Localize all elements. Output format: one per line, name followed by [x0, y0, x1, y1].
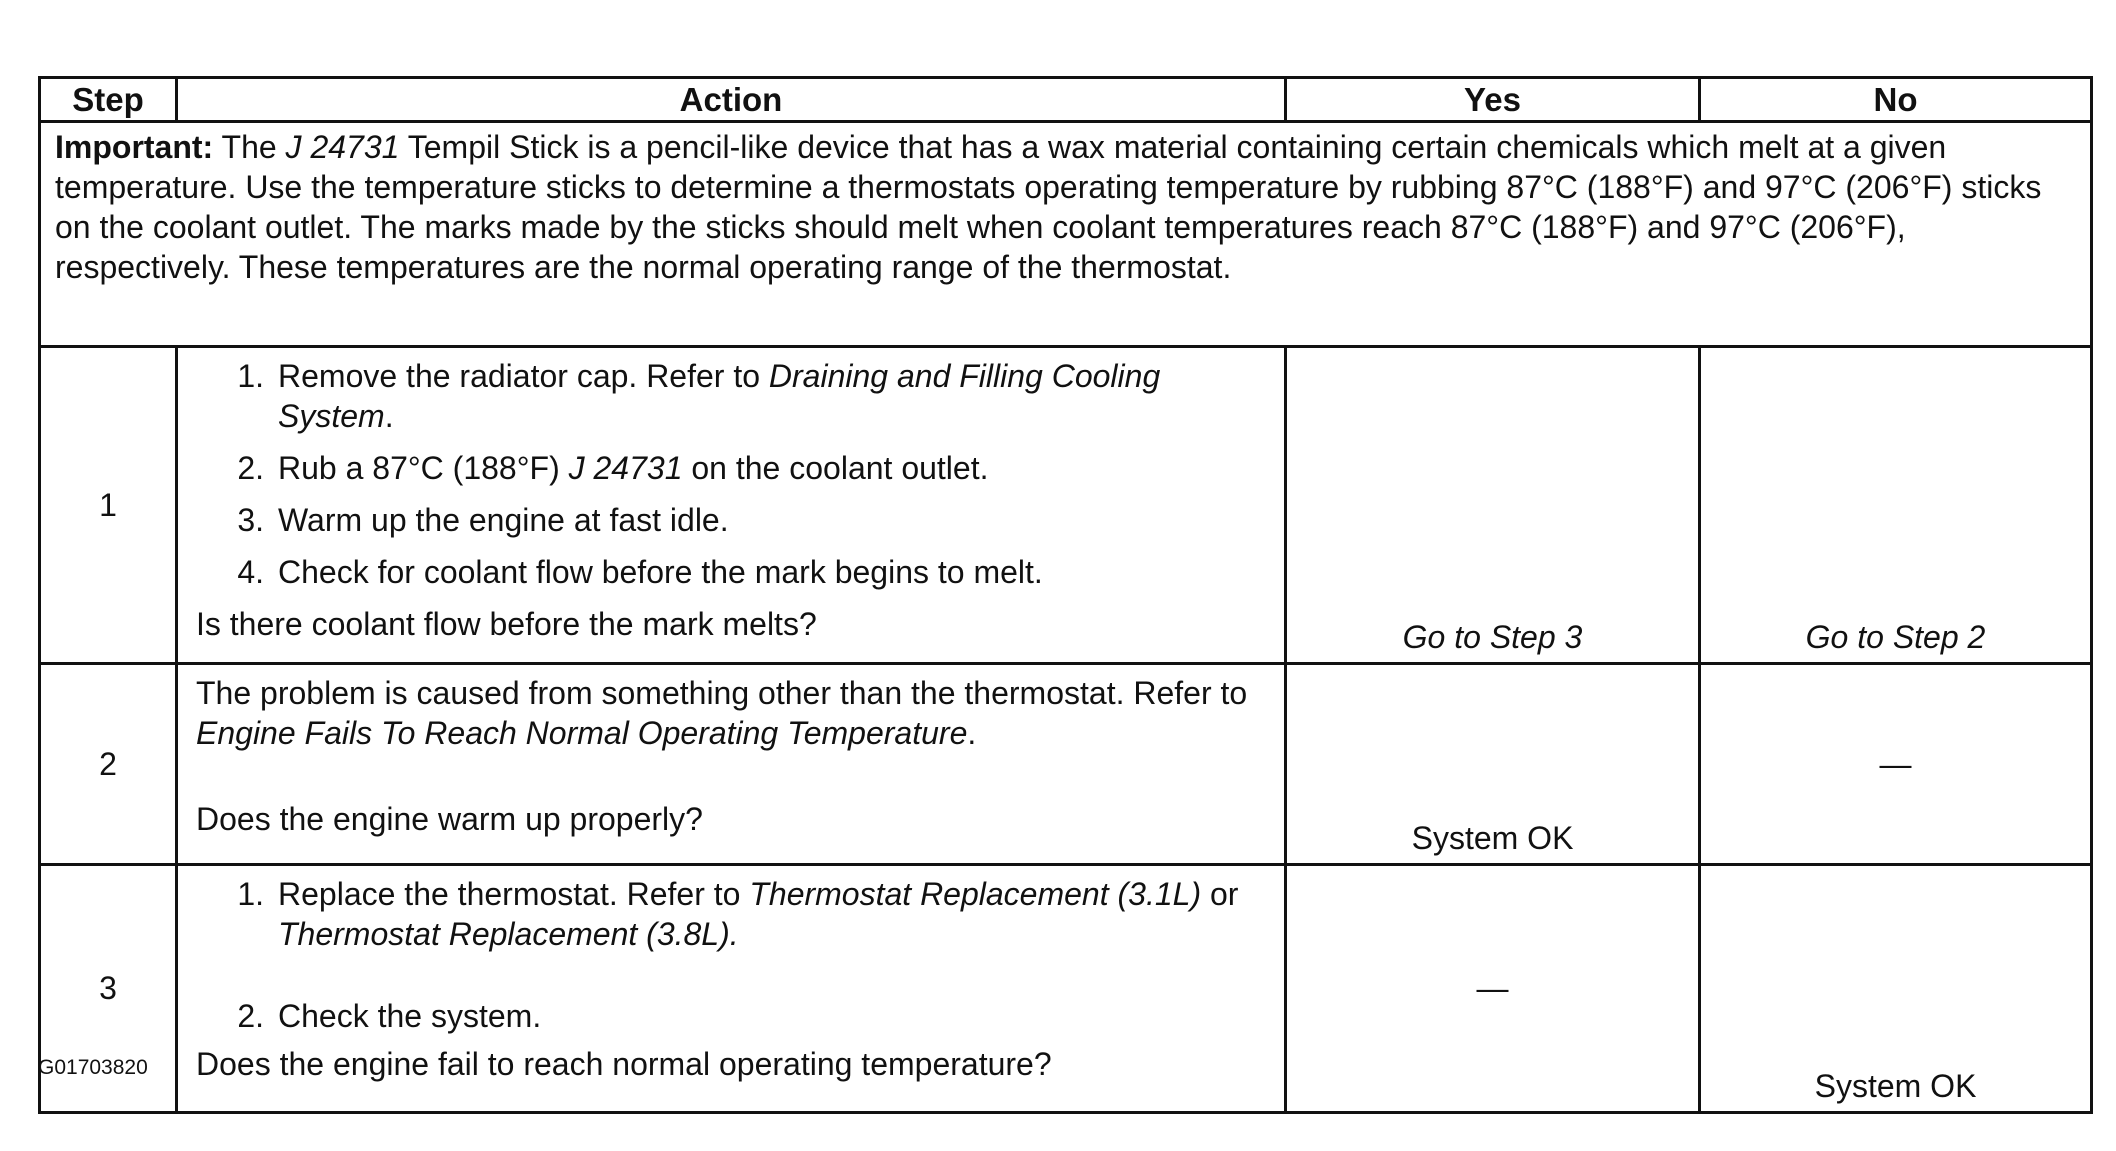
action-cell [177, 347, 1286, 664]
list-item [196, 552, 1272, 592]
important-note [40, 122, 2092, 347]
step-question: Is there coolant flow before the mark melts? [196, 606, 817, 642]
header-step: Step [40, 78, 177, 122]
list-text: Replace the thermostat. Refer to [278, 876, 750, 912]
procedure-ref: Thermostat Replacement (3.1L) [749, 876, 1202, 912]
important-text-1: The [213, 129, 286, 165]
list-text: Rub a 87°C (188°F) [278, 450, 569, 486]
list-number: 3. [237, 502, 264, 538]
no-result: Go to Step 2 [1700, 347, 2092, 664]
list-text: . [384, 398, 394, 434]
step-question: Does the engine fail to reach normal operating temperature? [196, 1046, 1052, 1082]
procedure-ref: Engine Fails To Reach Normal Operating Temperature [196, 715, 968, 751]
figure-code: G01703820 [38, 1056, 148, 1079]
list-item [196, 874, 1272, 954]
list-item [196, 356, 1272, 436]
yes-result: — [1286, 865, 1700, 1113]
action-paragraph: The problem is caused from something other than the thermostat. Refer to Engine Fails To Reach Normal Operating Temperature. [196, 675, 1248, 751]
step-number: 2 [40, 664, 177, 865]
header-yes: Yes [1286, 78, 1700, 122]
no-result: — [1700, 664, 2092, 865]
list-text: Check for coolant flow before the mark begins to melt. [278, 554, 1043, 590]
list-text: Remove the radiator cap. Refer to [278, 358, 769, 394]
step-number: 3 [40, 865, 177, 1113]
action-list [196, 874, 1272, 1036]
list-number: 2. [237, 450, 264, 486]
procedure-ref: Draining and Filling Cooling System [278, 358, 1161, 434]
no-result: System OK [1700, 865, 2092, 1113]
important-label: Important: [55, 129, 214, 165]
important-row [40, 122, 2092, 347]
tool-ref: J 24731 [568, 450, 683, 486]
action-cell [177, 865, 1286, 1113]
list-text: Warm up the engine at fast idle. [278, 502, 729, 538]
table-row [40, 865, 2092, 1113]
list-text: on the coolant outlet. [682, 450, 989, 486]
list-number: 4. [237, 554, 264, 590]
list-number: 1. [237, 876, 264, 912]
table-row [40, 664, 2092, 865]
diagnostic-table [38, 76, 2093, 1114]
important-text-2: Tempil Stick is a pencil-like device that has a wax material containing certain chemicals which melt at a given temperature. Use the temperature sticks to determine a thermostats operating temperature by rubbing 87°C (188°F) and 97°C (206°F) sticks on the coolant outlet. The marks made by the sticks should melt when coolant temperatures reach 87°C (188°F) and 97°C (206°F), respectively. These temperatures are the normal operating range of the thermostat. [55, 129, 2042, 285]
list-item [196, 448, 1272, 488]
yes-result: System OK [1286, 664, 1700, 865]
list-number: 1. [237, 358, 264, 394]
table-row [40, 347, 2092, 664]
list-item [196, 996, 1272, 1036]
list-text: or [1201, 876, 1239, 912]
step-number: 1 [40, 347, 177, 664]
list-text: Check the system. [278, 998, 542, 1034]
yes-result: Go to Step 3 [1286, 347, 1700, 664]
header-row [40, 78, 2092, 122]
action-cell [177, 664, 1286, 865]
header-action: Action [177, 78, 1286, 122]
diagnostic-table-container [38, 76, 2090, 1114]
list-item [196, 500, 1272, 540]
list-number: 2. [237, 998, 264, 1034]
header-no: No [1700, 78, 2092, 122]
important-tool-ref: J 24731 [285, 129, 400, 165]
step-question: Does the engine warm up properly? [196, 801, 703, 837]
action-list [196, 356, 1272, 592]
procedure-ref: Thermostat Replacement (3.8L). [278, 916, 739, 952]
